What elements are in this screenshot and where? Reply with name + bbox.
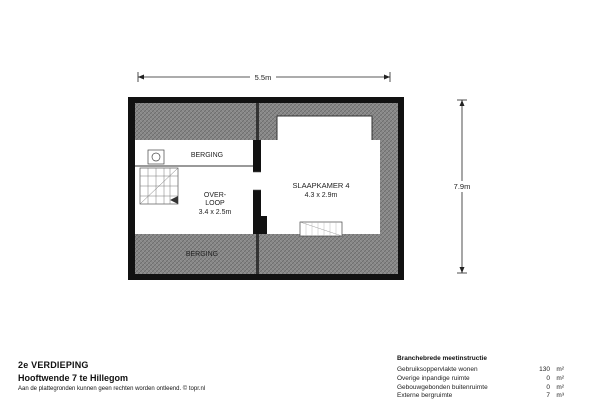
measurement-label: Gebruiksoppervlakte wonen <box>397 366 478 373</box>
measurement-title: Branchebrede meetinstructie <box>397 355 487 362</box>
toilet-icon <box>148 150 164 164</box>
room-label-slaapkamer: SLAAPKAMER 4 <box>292 181 350 190</box>
width-dimension-label: 5.5m <box>254 73 272 82</box>
interior-wall-vertical-top <box>256 103 259 140</box>
measurement-label: Externe bergruimte <box>397 392 453 399</box>
measurement-value: 7 <box>546 392 550 399</box>
measurement-unit: m² <box>556 375 564 382</box>
measurement-value: 130 <box>539 366 550 373</box>
door-opening <box>253 172 261 190</box>
floor-label: 2e VERDIEPING <box>18 360 89 370</box>
room-label-berging-top: BERGING <box>190 152 224 159</box>
measurement-value: 0 <box>546 384 550 391</box>
measurement-label: Overige inpandige ruimte <box>397 375 470 382</box>
measurement-value: 0 <box>546 375 550 382</box>
interior-wall-vertical-bottom <box>256 234 259 274</box>
wall-block <box>255 216 267 234</box>
disclaimer-text: Aan de plattegronden kunnen geen rechten worden ontleend. © topr.nl <box>18 386 206 392</box>
room-label-overloop-line1: OVER- <box>203 192 227 199</box>
room-label-overloop-line2: LOOP <box>205 200 225 207</box>
measurement-row <box>397 366 572 375</box>
height-dimension-label: 7.9m <box>453 182 471 191</box>
stairs-icon <box>140 168 178 204</box>
measurement-label: Gebouwgebonden buitenruimte <box>397 384 488 391</box>
roof-slope-bottom <box>135 234 398 274</box>
room-size-slaapkamer: 4.3 x 2.9m <box>304 192 338 199</box>
measurement-row <box>397 375 572 384</box>
skylight-icon <box>300 222 342 236</box>
room-label-berging-bottom: BERGING <box>185 251 219 258</box>
dormer-floor <box>277 116 372 142</box>
measurement-unit: m² <box>556 384 564 391</box>
roof-slope-right <box>380 103 398 274</box>
measurement-unit: m² <box>556 366 564 373</box>
address-title: Hooftwende 7 te Hillegom <box>18 373 129 383</box>
room-size-overloop: 3.4 x 2.5m <box>198 209 232 216</box>
measurement-unit: m³ <box>556 392 564 399</box>
